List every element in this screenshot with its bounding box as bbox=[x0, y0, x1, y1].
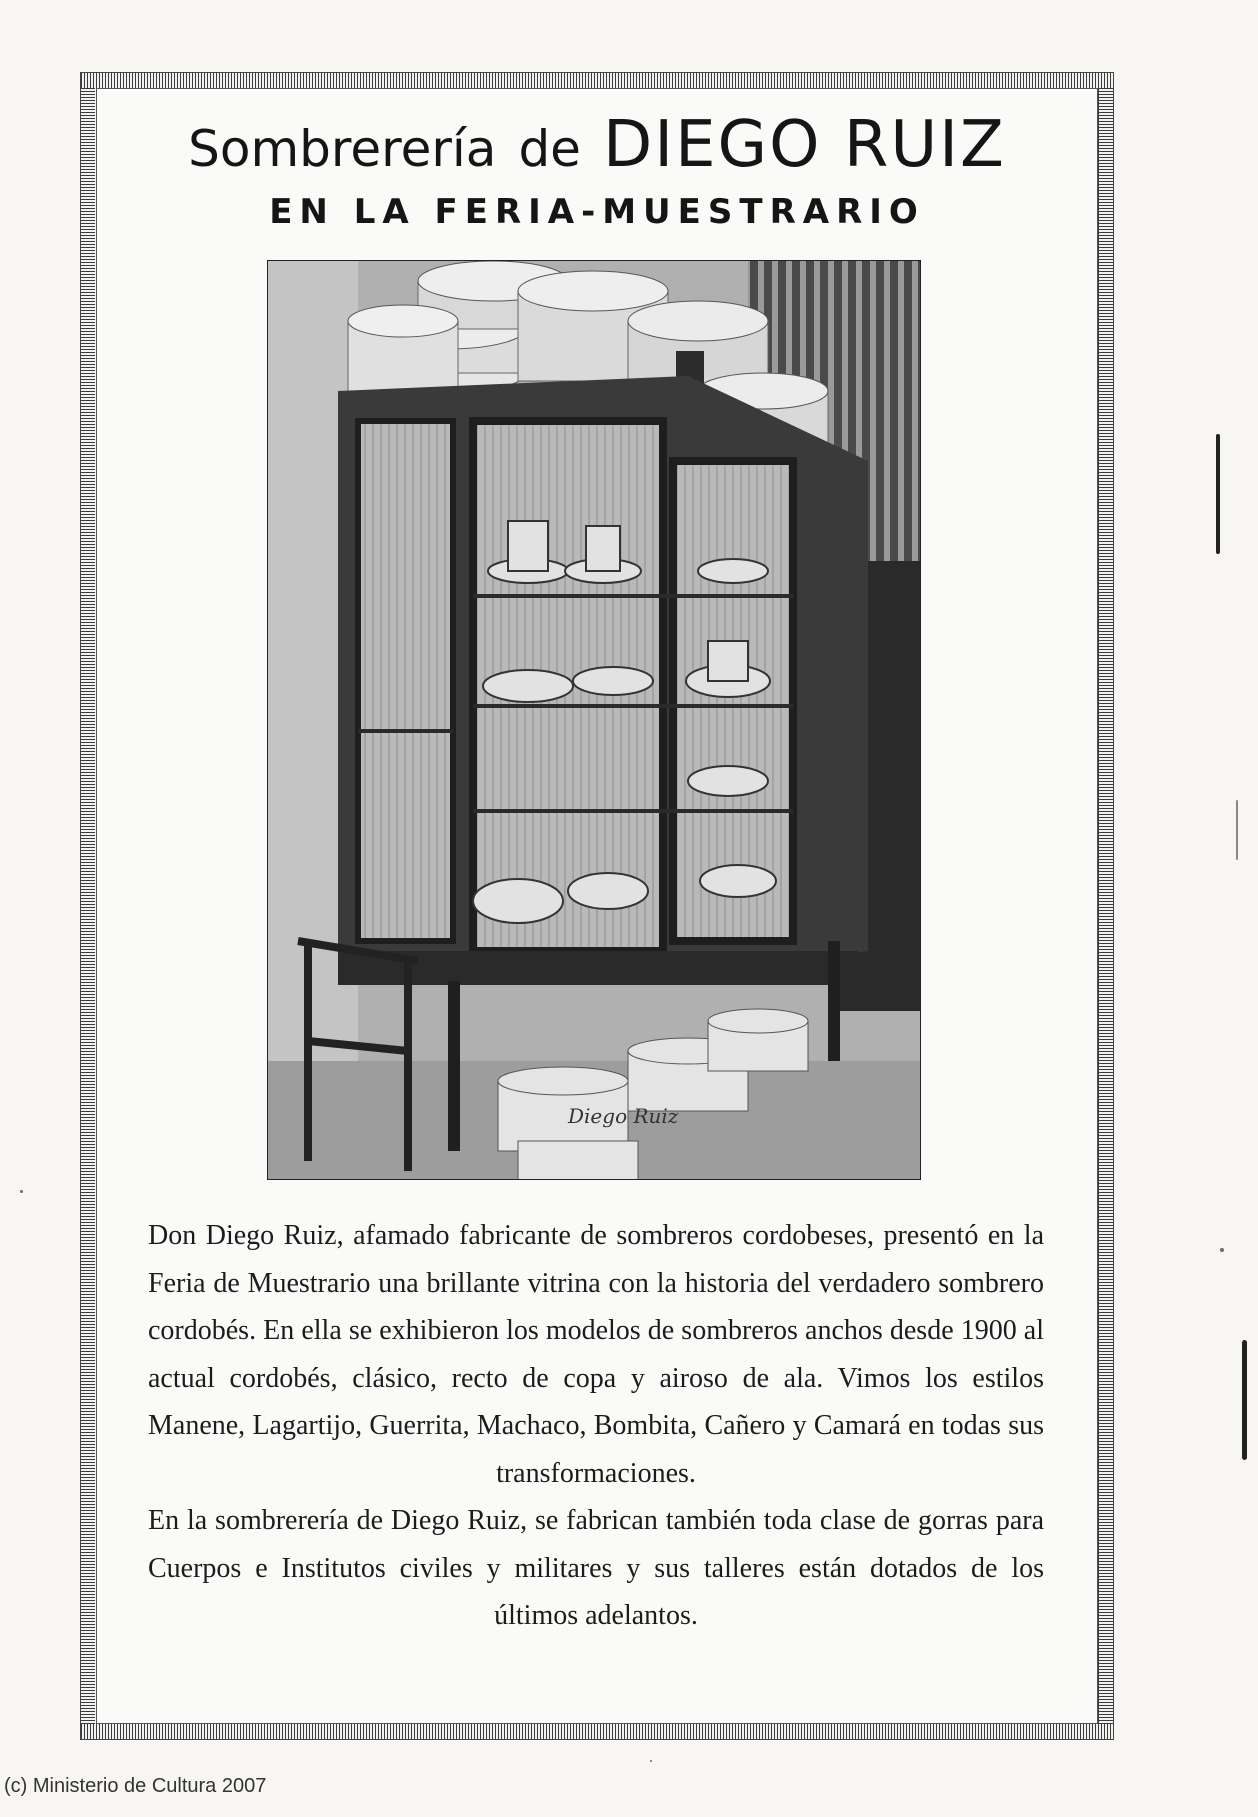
title-prefix: Sombrerería bbox=[188, 120, 497, 178]
copyright-notice: (c) Ministerio de Cultura 2007 bbox=[4, 1775, 267, 1797]
page-subtitle: EN LA FERIA-MUESTRARIO bbox=[269, 192, 925, 232]
paper-speck bbox=[650, 1760, 652, 1762]
title-connector: de bbox=[518, 120, 581, 178]
ornamental-border-left bbox=[81, 88, 95, 1724]
paragraph-description: Don Diego Ruiz, afamado fabricante de sombreros cordobeses, presentó en la Feria de Muestrario una brillante vitrina con la historia del verdadero sombrero cordobés. En ella se exhibieron los modelos de sombreros anchos desde 1900 al actual cordobés, clásico, recto de copa y airoso de ala. Vimos los estilos Manene, Lagartijo, Guerrita, Machaco, Bombita, Cañero y Camará en todas sus transformaciones. bbox=[148, 1220, 1044, 1489]
display-cabinet-illustration bbox=[268, 261, 920, 1179]
box-lettering: Diego Ruiz bbox=[568, 1104, 679, 1128]
ornamental-border-right bbox=[1099, 88, 1113, 1724]
edge-mark bbox=[1242, 1340, 1247, 1460]
title-name: DIEGO RUIZ bbox=[602, 108, 1006, 182]
display-cabinet-photo bbox=[267, 260, 921, 1180]
page-title bbox=[96, 108, 1098, 182]
paper-speck bbox=[1220, 1248, 1224, 1252]
paragraph-workshop: En la sombrerería de Diego Ruiz, se fabrican también toda clase de gorras para Cuerpos e Institutos civiles y militares y sus talleres están dotados de los últimos adelantos. bbox=[148, 1505, 1044, 1631]
paper-speck bbox=[20, 1190, 23, 1193]
edge-mark bbox=[1216, 434, 1220, 554]
edge-mark bbox=[1236, 800, 1238, 860]
article-body bbox=[148, 1212, 1044, 1640]
